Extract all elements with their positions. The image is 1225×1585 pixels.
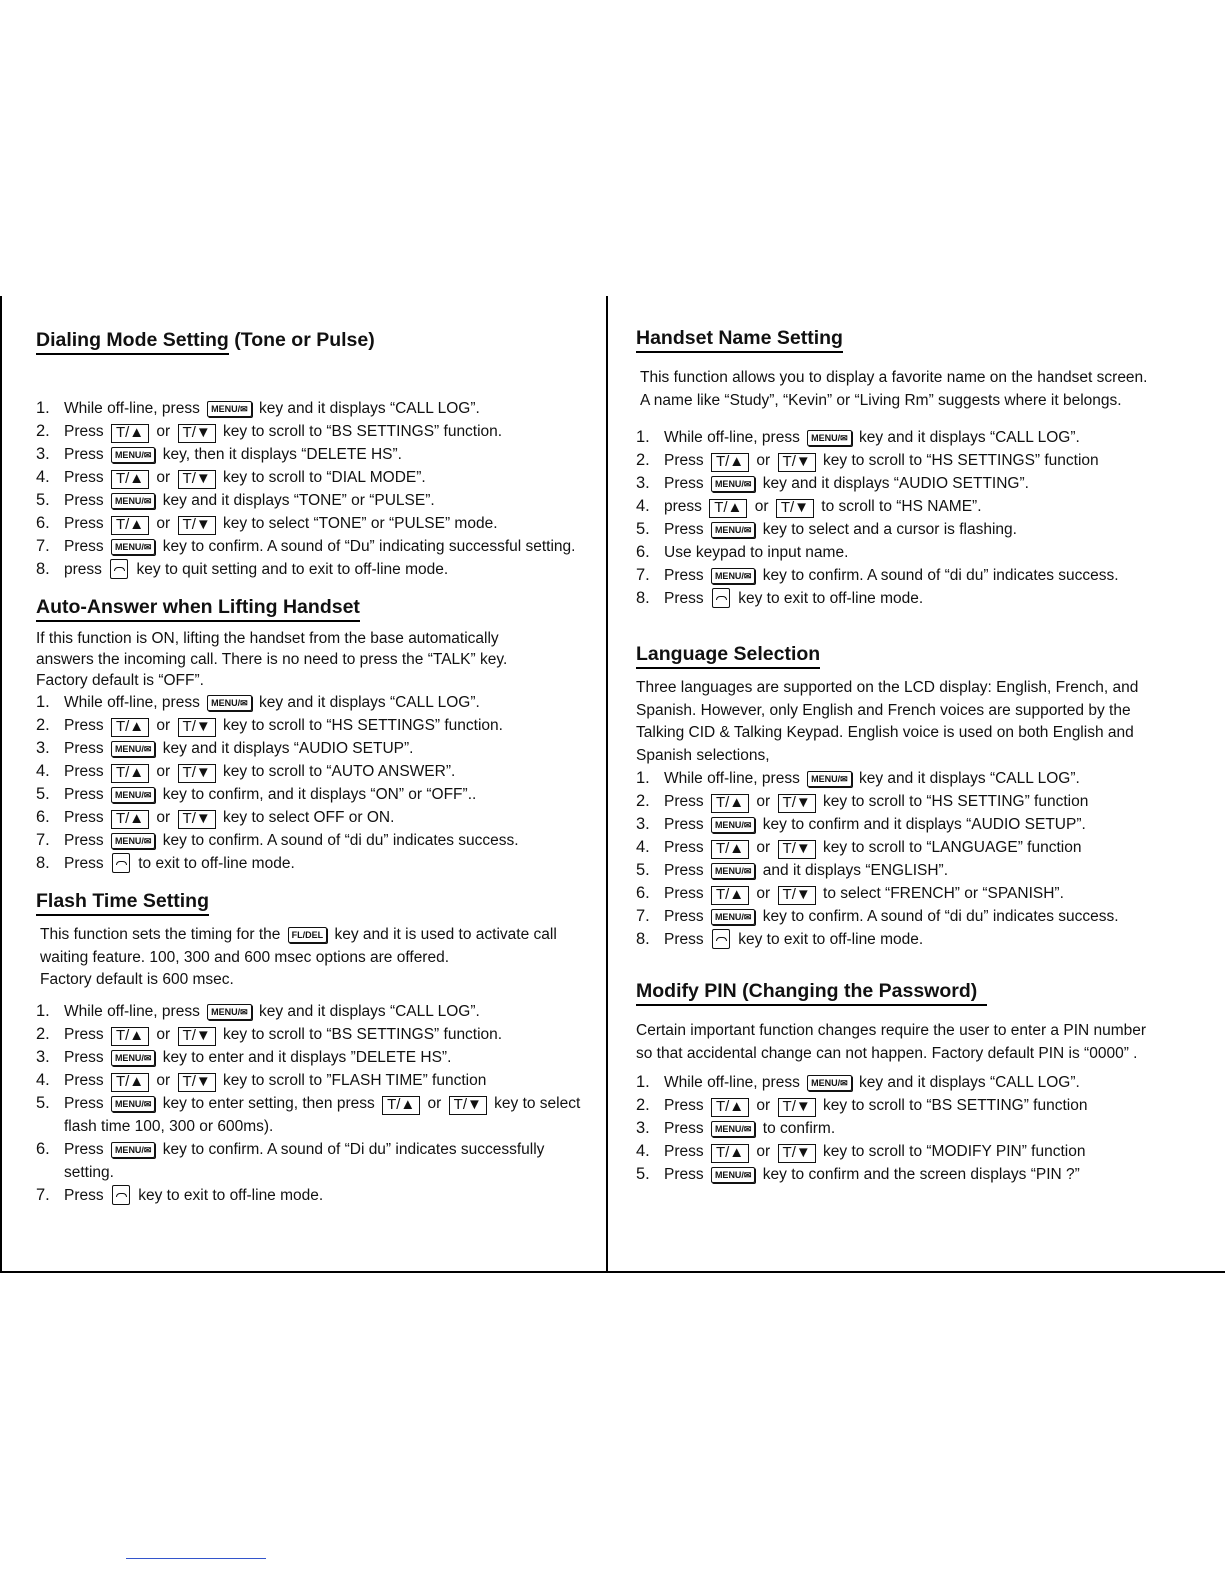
step-text: key to enter and it displays ”DELETE HS”. [158,1048,452,1066]
step-number: 8. [36,560,50,578]
intro-line: so that accidental change can not happen. Factory default PIN is “0000” . [636,1044,1138,1062]
step-number: 2. [636,1096,650,1114]
step-list [636,767,1196,951]
step-text: and it displays “ENGLISH”. [758,862,948,879]
step-text: Press [664,521,708,538]
step-item [36,397,596,420]
step-text: key to confirm and the screen displays “PIN ?” [758,1166,1080,1183]
down-key-icon: T/▼ [178,424,216,443]
step-number: 4. [36,762,50,780]
intro-line: Spanish. However, only English and French voices are supported by the [636,701,1131,719]
step-number: 6. [36,1139,50,1158]
step-text: Press [664,816,708,833]
menu-key-icon: MENU/✉ [111,741,156,757]
section-intro [36,628,596,691]
column-divider [606,296,608,1272]
hangup-key-icon [110,559,128,579]
step-text: key to scroll to “HS SETTING” function [818,793,1089,810]
step-item [636,790,1196,813]
step-text: key to scroll to “HS SETTINGS” function. [218,717,503,734]
step-text: Press [664,1097,708,1114]
step-list [36,1000,596,1207]
step-item [36,512,596,535]
auto-answer-section [36,595,596,875]
step-item [636,836,1196,859]
step-text: While off-line, press [664,770,805,787]
down-key-icon: T/▼ [778,1144,816,1163]
step-number: 5. [636,861,650,879]
step-item [636,1094,1196,1117]
step-text: While off-line, press [664,429,805,446]
step-item [36,443,596,466]
step-text: or [152,1071,175,1089]
step-text: key to scroll to “DIAL MODE”. [218,469,426,486]
step-text: to scroll to “HS NAME”. [817,498,982,515]
menu-key-icon: MENU/✉ [711,522,756,538]
step-item [636,882,1196,905]
step-text: or [752,885,775,902]
step-text: Press [64,1140,108,1158]
step-text: key and it displays “TONE” or “PULSE”. [158,492,435,509]
step-text: to confirm. [758,1120,836,1137]
step-list [36,397,596,581]
step-number: 4. [36,1070,50,1089]
step-item [636,1140,1196,1163]
step-item [36,489,596,512]
step-number: 8. [36,854,50,872]
step-text: Press [664,567,708,584]
down-key-icon: T/▼ [178,1073,216,1092]
step-text: key to scroll to “BS SETTINGS” function. [218,423,503,440]
step-text: Press [64,1186,108,1204]
step-text: Press [664,1120,708,1137]
step-text: While off-line, press [664,1074,805,1091]
step-number: 1. [636,769,650,787]
step-number: 7. [636,907,650,925]
modify-pin-section [636,979,1196,1186]
step-number: 8. [636,930,650,948]
step-text: or [152,809,175,826]
step-text: Press [64,763,108,780]
step-number: 1. [636,1073,650,1091]
menu-key-icon: MENU/✉ [207,695,252,711]
up-key-icon: T/▲ [111,424,149,443]
step-text: Press [64,1071,108,1089]
section-intro [636,677,1196,767]
section-title-suffix: (Tone or Pulse) [228,329,375,351]
menu-key-icon: MENU/✉ [711,863,756,879]
step-number: 7. [636,566,650,584]
down-key-icon: T/▼ [778,1098,816,1117]
up-key-icon: T/▲ [111,718,149,737]
up-key-icon: T/▲ [111,1073,149,1092]
menu-key-icon: MENU/✉ [711,568,756,584]
step-item [36,852,596,875]
down-key-icon: T/▼ [178,764,216,783]
step-text: Press [64,469,108,486]
up-key-icon: T/▲ [711,840,749,859]
step-item [636,1163,1196,1186]
step-text: While off-line, press [64,400,205,417]
step-text: Press [64,717,108,734]
step-number: 6. [36,514,50,532]
step-text: key to confirm. A sound of “di du” indicates success. [758,908,1119,925]
step-text: or [752,452,775,469]
menu-key-icon: MENU/✉ [207,1004,252,1020]
intro-line: Talking CID & Talking Keypad. English voice is used on both English and [636,724,1134,741]
down-key-icon: T/▼ [776,499,814,518]
step-item [36,737,596,760]
intro-paragraph: Factory default is 600 msec. [40,971,234,988]
step-text: or [152,423,175,440]
step-item [36,806,596,829]
step-item [36,420,596,443]
step-text: Press [64,423,108,440]
step-number: 2. [636,451,650,469]
section-title: Auto-Answer when Lifting Handset [36,595,360,622]
step-text: Press [64,786,108,803]
language-section [636,642,1196,951]
down-key-icon: T/▼ [778,453,816,472]
up-key-icon: T/▲ [111,1027,149,1046]
step-text: key to confirm, and it displays “ON” or “OFF”.. [158,786,477,803]
step-text: Press [64,1025,108,1043]
step-text: Press [664,839,708,856]
step-text: Press [64,832,108,849]
hangup-key-icon [112,1185,130,1205]
step-number: 5. [636,520,650,538]
step-number: 3. [636,1119,650,1137]
up-key-icon: T/▲ [711,886,749,905]
step-item [36,691,596,714]
fl-del-key-icon: FL/DEL [288,927,328,943]
handset-name-section [636,326,1196,610]
step-item [36,1184,596,1207]
step-text: key to select OFF or ON. [218,809,395,826]
step-text: to exit to off-line mode. [133,855,295,872]
menu-key-icon: MENU/✉ [807,1075,852,1091]
step-text: or [752,793,775,810]
step-number: 7. [36,1185,50,1204]
section-intro [636,367,1196,412]
step-number: 5. [36,785,50,803]
step-text: key to select flash time 100, 300 or 600ms). [64,1094,581,1135]
step-text: Press [664,862,708,879]
step-number: 3. [36,445,50,463]
step-text: This function sets the timing for the [40,926,285,943]
step-text: Press [664,931,708,948]
left-border [0,296,2,1272]
step-text: Press [64,1094,108,1112]
step-text: press [664,498,707,515]
step-number: 3. [636,815,650,833]
step-item [636,767,1196,790]
step-item [36,829,596,852]
step-text: Press [64,809,108,826]
down-key-icon: T/▼ [178,810,216,829]
step-item [36,1000,596,1023]
intro-paragraph [40,924,596,969]
intro-line: Factory default is “OFF”. [36,672,204,689]
step-text: key and it displays “CALL LOG”. [254,1002,480,1020]
step-text: key and it displays “CALL LOG”. [254,400,480,417]
flash-time-section [36,889,596,1207]
step-text: key, then it displays “DELETE HS”. [158,446,402,463]
step-list [636,426,1196,610]
step-item [636,1071,1196,1094]
up-key-icon: T/▲ [709,499,747,518]
step-item [636,813,1196,836]
step-number: 4. [636,1142,650,1160]
intro-line: If this function is ON, lifting the handset from the base automatically [36,630,499,647]
step-text: key and it is used to activate call waiting feature. 100, 300 and 600 msec options are offered. [40,926,557,966]
step-text: key to confirm. A sound of “Di du” indicates successfully setting. [64,1140,545,1181]
step-text: or [752,839,775,856]
step-text: Press [664,452,708,469]
menu-key-icon: MENU/✉ [807,771,852,787]
step-text: or [423,1094,446,1112]
step-item [36,783,596,806]
step-text: Press [664,590,708,607]
down-key-icon: T/▼ [778,886,816,905]
step-text: or [750,498,773,515]
step-number: 3. [36,739,50,757]
hangup-key-icon [712,929,730,949]
up-key-icon: T/▲ [111,516,149,535]
step-text: or [152,717,175,734]
section-title: Language Selection [636,642,820,669]
down-key-icon: T/▼ [178,470,216,489]
step-number: 3. [36,1047,50,1066]
step-number: 3. [636,474,650,492]
step-number: 1. [36,399,50,417]
section-title: Modify PIN (Changing the Password) [636,979,987,1006]
step-number: 7. [36,537,50,555]
step-text: Press [664,793,708,810]
step-number: 6. [636,884,650,902]
menu-key-icon: MENU/✉ [111,833,156,849]
hangup-key-icon [112,853,130,873]
step-text: or [752,1097,775,1114]
step-item [36,760,596,783]
step-item [636,495,1196,518]
step-item [636,859,1196,882]
step-item [36,714,596,737]
up-key-icon: T/▲ [711,1098,749,1117]
step-number: 2. [36,1024,50,1043]
menu-key-icon: MENU/✉ [711,1167,756,1183]
menu-key-icon: MENU/✉ [711,817,756,833]
menu-key-icon: MENU/✉ [111,787,156,803]
step-text: or [752,1143,775,1160]
step-text: key and it displays “CALL LOG”. [854,429,1080,446]
step-list [636,1071,1196,1186]
step-text: key to scroll to “LANGUAGE” function [818,839,1082,856]
step-number: 4. [636,838,650,856]
step-text: key to enter setting, then press [158,1094,380,1112]
section-title: Flash Time Setting [36,889,209,916]
step-text: Use keypad to input name. [664,544,849,561]
intro-line: A name like “Study”, “Kevin” or “Living Rm” suggests where it belongs. [640,391,1122,409]
section-intro [636,1020,1196,1065]
step-text: key to exit to off-line mode. [733,931,924,948]
bottom-rule [0,1271,1225,1273]
step-text: key and it displays “AUDIO SETTING”. [758,475,1029,492]
step-text: Press [664,908,708,925]
step-text: key to scroll to “MODIFY PIN” function [818,1143,1086,1160]
step-text: While off-line, press [64,1002,205,1020]
step-number: 7. [36,831,50,849]
up-key-icon: T/▲ [711,1144,749,1163]
menu-key-icon: MENU/✉ [711,476,756,492]
step-text: press [64,561,107,578]
step-text: Press [64,446,108,463]
menu-key-icon: MENU/✉ [207,401,252,417]
step-text: Press [64,538,108,555]
section-title: Dialing Mode Setting [36,328,229,355]
step-text: key and it displays “CALL LOG”. [854,770,1080,787]
right-column [636,326,1196,1186]
step-item [36,1092,596,1138]
left-column [36,328,596,1207]
step-text: key to quit setting and to exit to off-line mode. [132,561,449,578]
menu-key-icon: MENU/✉ [111,493,156,509]
intro-line: This function allows you to display a favorite name on the handset screen. [640,369,1148,386]
step-item [636,905,1196,928]
step-text: key to scroll to “BS SETTINGS” function. [218,1025,503,1043]
step-text: key and it displays “CALL LOG”. [854,1074,1080,1091]
menu-key-icon: MENU/✉ [111,1096,156,1112]
step-item [636,564,1196,587]
step-item [36,1069,596,1092]
step-item [36,466,596,489]
step-item [636,426,1196,449]
menu-key-icon: MENU/✉ [111,539,156,555]
step-item [36,1023,596,1046]
step-text: key to scroll to “AUTO ANSWER”. [218,763,456,780]
up-key-icon: T/▲ [711,794,749,813]
step-text: key to select “TONE” or “PULSE” mode. [218,515,498,532]
step-text: to select “FRENCH” or “SPANISH”. [818,885,1064,902]
step-text: key to confirm. A sound of “di du” indicates success. [158,832,519,849]
step-item [636,449,1196,472]
step-item [636,928,1196,951]
step-item [636,587,1196,610]
intro-line: Spanish selections, [636,746,770,764]
step-number: 5. [36,1093,50,1112]
footer-link-underline [126,1558,266,1559]
step-text: While off-line, press [64,694,205,711]
step-item [36,1046,596,1069]
menu-key-icon: MENU/✉ [807,430,852,446]
intro-line: answers the incoming call. There is no need to press the “TALK” key. [36,651,508,668]
step-item [36,535,596,558]
dialing-mode-section [36,328,596,581]
step-number: 8. [636,589,650,607]
step-number: 1. [636,428,650,446]
step-text: key to exit to off-line mode. [733,590,924,607]
step-number: 2. [636,792,650,810]
step-text: Press [64,492,108,509]
step-item [36,558,596,581]
step-number: 5. [36,491,50,509]
step-text: key to confirm. A sound of “Du” indicating successful setting. [158,538,576,555]
up-key-icon: T/▲ [111,764,149,783]
down-key-icon: T/▼ [178,516,216,535]
intro-line: Three languages are supported on the LCD display: English, French, and [636,679,1139,696]
step-text: key to scroll to ”FLASH TIME” function [218,1071,487,1089]
menu-key-icon: MENU/✉ [111,447,156,463]
step-text: or [152,469,175,486]
down-key-icon: T/▼ [178,718,216,737]
down-key-icon: T/▼ [178,1027,216,1046]
step-text: Press [64,855,108,872]
step-item [636,1117,1196,1140]
step-number: 4. [36,468,50,486]
step-list [36,691,596,875]
menu-key-icon: MENU/✉ [711,1121,756,1137]
step-text: Press [664,1143,708,1160]
menu-key-icon: MENU/✉ [111,1142,156,1158]
menu-key-icon: MENU/✉ [111,1050,156,1066]
step-number: 1. [36,1001,50,1020]
step-text: or [152,1025,175,1043]
down-key-icon: T/▼ [778,840,816,859]
down-key-icon: T/▼ [778,794,816,813]
intro-line: Certain important function changes require the user to enter a PIN number [636,1022,1147,1039]
step-text: key to select and a cursor is flashing. [758,521,1017,538]
section-title: Handset Name Setting [636,326,843,353]
step-text: Press [64,1048,108,1066]
step-text: or [152,763,175,780]
step-number: 4. [636,497,650,515]
step-number: 2. [36,716,50,734]
step-number: 6. [636,543,650,561]
step-item [636,472,1196,495]
step-text: key and it displays “AUDIO SETUP”. [158,740,414,757]
step-number: 6. [36,808,50,826]
down-key-icon: T/▼ [449,1096,487,1115]
step-text: Press [664,475,708,492]
up-key-icon: T/▲ [382,1096,420,1115]
section-intro [36,924,596,992]
step-number: 1. [36,693,50,711]
step-text: key to scroll to “HS SETTINGS” function [818,452,1099,469]
step-text: key and it displays “CALL LOG”. [254,694,480,711]
up-key-icon: T/▲ [111,810,149,829]
up-key-icon: T/▲ [111,470,149,489]
step-number: 5. [636,1165,650,1183]
step-text: Press [64,740,108,757]
hangup-key-icon [712,588,730,608]
step-text: key to confirm and it displays “AUDIO SETUP”. [758,816,1086,833]
step-text: key to exit to off-line mode. [133,1186,324,1204]
step-item [636,541,1196,564]
step-text: key to confirm. A sound of “di du” indicates success. [758,567,1119,584]
step-item [636,518,1196,541]
up-key-icon: T/▲ [711,453,749,472]
step-number: 2. [36,422,50,440]
step-text: or [152,515,175,532]
step-text: Press [64,515,108,532]
step-item [36,1138,596,1184]
step-text: key to scroll to “BS SETTING” function [818,1097,1088,1114]
step-text: Press [664,885,708,902]
step-text: Press [664,1166,708,1183]
menu-key-icon: MENU/✉ [711,909,756,925]
